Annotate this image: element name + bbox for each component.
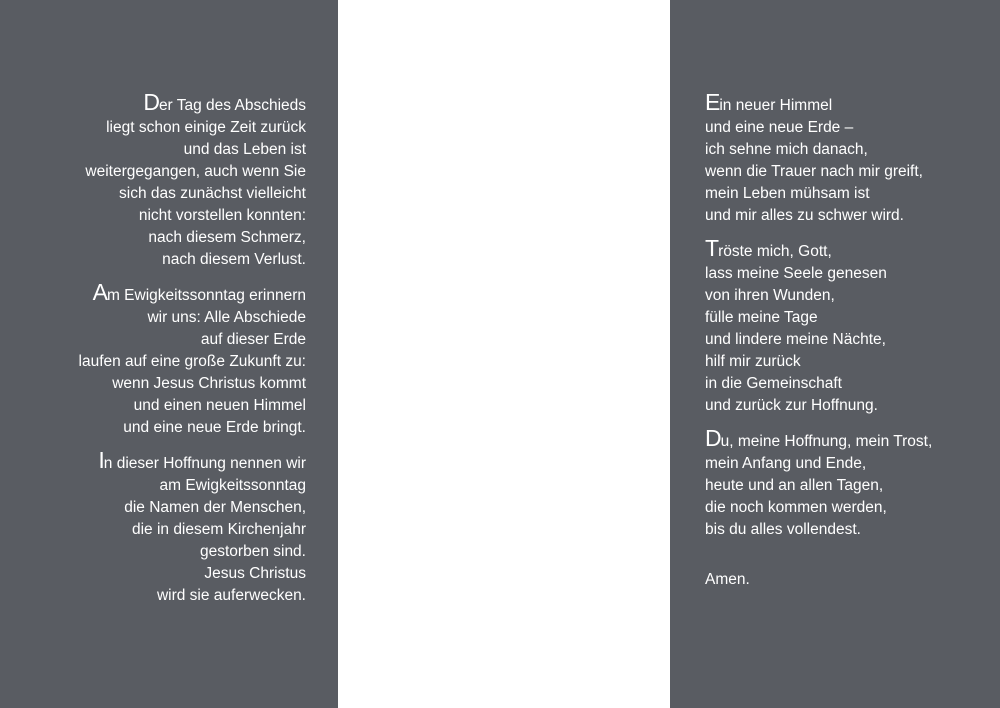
drop-initial: A: [92, 279, 107, 305]
right-stanza-1: [705, 91, 932, 227]
stanza-line: laufen auf eine große Zukunft zu:: [78, 353, 306, 370]
stanza-line: und eine neue Erde –: [705, 119, 854, 136]
stanza-line: wenn Jesus Christus kommt: [112, 375, 306, 392]
first-line-text: röste mich, Gott,: [718, 243, 832, 260]
left-text-column: [79, 91, 306, 617]
right-panel: [670, 0, 1000, 708]
drop-initial: D: [143, 89, 159, 115]
left-panel: [0, 0, 338, 708]
stanza-line: weitergegangen, auch wenn Sie: [85, 163, 306, 180]
stanza-line: lass meine Seele genesen: [705, 265, 887, 282]
drop-initial: D: [705, 425, 721, 451]
right-stanza-2: [705, 237, 932, 417]
first-line-text: in neuer Himmel: [719, 97, 833, 114]
stanza-line: und eine neue Erde bringt.: [123, 419, 306, 436]
stanza-first-line: [79, 91, 306, 117]
stanza-first-line: [705, 91, 932, 117]
stanza-line: ich sehne mich danach,: [705, 141, 868, 158]
stanza-line: gestorben sind.: [200, 543, 306, 560]
amen-line: Amen.: [705, 571, 750, 588]
left-stanza-2: [79, 281, 306, 439]
stanza-line: mein Anfang und Ende,: [705, 455, 867, 472]
drop-initial: E: [705, 89, 720, 115]
stanza-line: mein Leben mühsam ist: [705, 185, 870, 202]
stanza-line: heute und an allen Tagen,: [705, 477, 884, 494]
stanza-line: und das Leben ist: [183, 141, 306, 158]
stanza-line: die in diesem Kirchenjahr: [131, 521, 306, 538]
drop-initial: T: [705, 235, 719, 261]
first-line-text: n dieser Hoffnung nennen wir: [103, 455, 306, 472]
stanza-line: sich das zunächst vielleicht: [119, 185, 306, 202]
stanza-line: und mir alles zu schwer wird.: [705, 207, 904, 224]
stanza-line: wird sie auferwecken.: [156, 587, 306, 604]
stanza-line: in die Gemeinschaft: [705, 375, 842, 392]
stanza-line: und lindere meine Nächte,: [705, 331, 886, 348]
right-text-column: [705, 91, 932, 591]
stanza-line: die noch kommen werden,: [705, 499, 887, 516]
stanza-line: von ihren Wunden,: [705, 287, 835, 304]
right-stanza-3: [705, 427, 932, 541]
stanza-line: die Namen der Menschen,: [124, 499, 306, 516]
stanza-line: und einen neuen Himmel: [133, 397, 306, 414]
stanza-line: und zurück zur Hoffnung.: [705, 397, 878, 414]
stanza-first-line: [705, 427, 932, 453]
stanza-line: bis du alles vollendest.: [705, 521, 861, 538]
stanza-line: am Ewigkeitssonntag: [159, 477, 306, 494]
stanza-first-line: [79, 281, 306, 307]
stanza-line: auf dieser Erde: [200, 331, 306, 348]
stanza-line: nicht vorstellen konnten:: [138, 207, 306, 224]
first-line-text: u, meine Hoffnung, mein Trost,: [720, 433, 933, 450]
first-line-text: er Tag des Abschieds: [158, 97, 306, 114]
stanza-first-line: [79, 449, 306, 475]
stanza-line: Jesus Christus: [204, 565, 306, 582]
stanza-line: nach diesem Schmerz,: [148, 229, 306, 246]
stanza-line: fülle meine Tage: [705, 309, 818, 326]
drop-initial: I: [98, 447, 104, 473]
stanza-line: hilf mir zurück: [705, 353, 801, 370]
left-stanza-3: [79, 449, 306, 607]
stanza-first-line: [705, 237, 932, 263]
stanza-line: wir uns: Alle Abschiede: [147, 309, 306, 326]
stanza-line: nach diesem Verlust.: [162, 251, 306, 268]
left-stanza-1: [79, 91, 306, 271]
center-gutter: [338, 0, 670, 708]
first-line-text: m Ewigkeitssonntag erinnern: [106, 287, 306, 304]
stanza-line: wenn die Trauer nach mir greift,: [705, 163, 923, 180]
stanza-line: liegt schon einige Zeit zurück: [106, 119, 306, 136]
